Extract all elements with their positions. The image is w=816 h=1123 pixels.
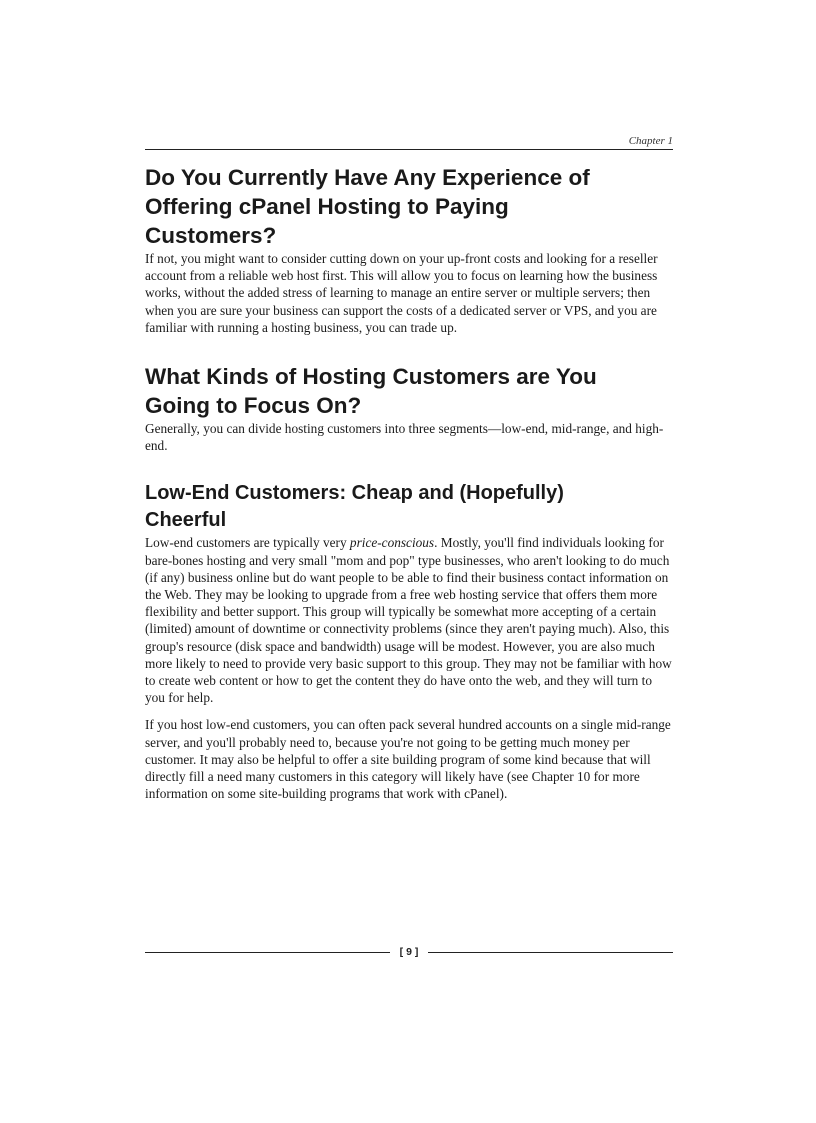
- footer-rule-right: [428, 952, 673, 953]
- page-content: [145, 130, 673, 802]
- chapter-label: Chapter 1: [628, 135, 673, 147]
- section-paragraph-customer-focus: Generally, you can divide hosting customers into three segments—low-end, mid-range, and high-end.: [145, 421, 664, 454]
- subsection-paragraph-low-end-1: [145, 534, 673, 706]
- subsection-heading-low-end: Low-End Customers: Cheap and (Hopefully) Cheerful: [145, 482, 564, 532]
- section-paragraph-experience: If not, you might want to consider cutting down on your up-front costs and looking for a reseller account from a reliable web host first. This will allow you to focus on learning how the business works, without the added stress of learning to manage an entire server or multiple servers; then when you are sure your business can support the costs of a dedicated server or VPS, and you are familiar with running a hosting business, you can trade up.: [145, 251, 658, 335]
- page-number: [ 9 ]: [399, 946, 419, 958]
- paragraph-text-start: Low-end customers are typically very: [145, 535, 350, 551]
- subsection-paragraph-low-end-2: If you host low-end customers, you can often pack several hundred accounts on a single mid-range server, and you'll probably need to, because you're not going to be getting much money per customer. It may also be helpful to offer a site building program of some kind because that will directly fill a need many customers in this category will likely have (see Chapter 10 for more information on some site-building programs that work with cPanel).: [145, 717, 671, 802]
- emphasis-price-conscious: price-conscious: [349, 535, 435, 551]
- paragraph-text-rest: . Mostly, you'll find individuals looking for bare-bones hosting and very small "mom and pop" type businesses, who aren't looking to do much (if any) business online but do want people to be able to find their business contact information on the Web. They may be looking to upgrade from a free web hosting service that offers them more flexibility and better support. This group will typically be somewhat more accepting of a certain (limited) amount of downtime or connectivity problems (since they aren't paying much). Also, this group's resource (disk space and bandwidth) usage will be modest. However, you are also much more likely to need to provide very basic support to this group. They may not be familiar with how to create web content or how to get the content they do have onto the web, and they will turn to you for help.: [145, 535, 672, 706]
- running-header: [145, 130, 673, 150]
- header-rule: [145, 149, 673, 150]
- section-heading-experience: Do You Currently Have Any Experience of Offering cPanel Hosting to Paying Customers?: [145, 165, 590, 248]
- section-heading-customer-focus: What Kinds of Hosting Customers are You Going to Focus On?: [145, 364, 597, 419]
- page-footer: [145, 944, 673, 960]
